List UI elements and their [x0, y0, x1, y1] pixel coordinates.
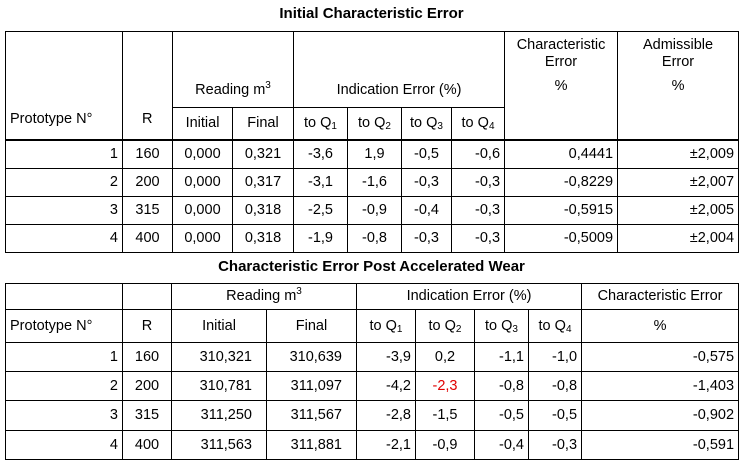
adm-error-cell: ±2,009	[618, 141, 739, 169]
col-q3-label: to Q	[410, 115, 438, 132]
prototype-cell: 3	[6, 197, 123, 225]
r-header: R	[142, 111, 153, 127]
col-q3	[402, 108, 452, 140]
q2-cell-highlighted: -2,3	[416, 371, 475, 400]
final-cell: 311,881	[267, 430, 357, 459]
table1-title: Initial Characteristic Error	[279, 5, 464, 22]
q3-cell: -0,3	[402, 169, 452, 197]
q4-cell: -0,3	[452, 225, 505, 253]
r-cell: 160	[123, 141, 173, 169]
prototype-cell: 3	[6, 401, 123, 430]
initial-cell: 310,781	[172, 371, 267, 400]
q4-cell: -0,8	[529, 371, 582, 400]
final-cell: 0,318	[233, 197, 294, 225]
prototype-cell: 4	[6, 430, 123, 459]
col-q2	[348, 108, 402, 140]
col-q2-label: to Q	[428, 317, 456, 334]
reading-header-sup: 3	[296, 286, 302, 298]
r-cell: 315	[123, 401, 172, 430]
col-q1-sub: 1	[396, 323, 403, 335]
table2-title: Characteristic Error Post Accelerated Wear	[218, 258, 525, 275]
q1-cell: -4,2	[357, 371, 416, 400]
adm-error-cell: ±2,007	[618, 169, 739, 197]
char-error-unit: %	[554, 78, 568, 94]
char-error-cell: -0,591	[582, 430, 739, 459]
col-q1-label: to Q	[304, 115, 332, 132]
adm-error-line2: Error	[661, 54, 695, 70]
char-error-cell: -0,8229	[505, 169, 618, 197]
q3-cell: -0,3	[402, 225, 452, 253]
q4-cell: -1,0	[529, 342, 582, 371]
initial-cell: 0,000	[173, 197, 233, 225]
characteristic-error-header	[505, 32, 618, 140]
blank-header-cell	[6, 284, 123, 310]
final-cell: 0,321	[233, 141, 294, 169]
col-q4-label: to Q	[538, 317, 566, 334]
prototype-cell: 1	[6, 141, 123, 169]
table-row	[6, 342, 739, 371]
reading-header-label: Reading m	[226, 288, 297, 305]
prototype-cell: 2	[6, 169, 123, 197]
char-error-cell: -0,902	[582, 401, 739, 430]
col-q2-sub: 2	[385, 121, 391, 133]
q1-cell: -3,9	[357, 342, 416, 371]
col-q2-sub: 2	[455, 323, 462, 335]
table-row	[6, 197, 739, 225]
q4-cell: -0,6	[452, 141, 505, 169]
initial-cell: 0,000	[173, 169, 233, 197]
reading-header-label: Reading m	[195, 81, 266, 98]
col-q2	[416, 310, 475, 342]
table-row	[6, 169, 739, 197]
reading-header-sup: 3	[265, 79, 271, 91]
q4-cell: -0,5	[529, 401, 582, 430]
reading-header	[173, 32, 294, 108]
prototype-cell: 1	[6, 342, 123, 371]
q1-cell: -2,8	[357, 401, 416, 430]
r-cell: 400	[123, 430, 172, 459]
q4-cell: -0,3	[452, 169, 505, 197]
col-q1-label: to Q	[369, 317, 397, 334]
adm-error-line1: Admissible	[642, 37, 714, 53]
col-q4-sub: 4	[488, 121, 495, 133]
table-row	[6, 430, 739, 459]
q2-cell: -0,8	[348, 225, 402, 253]
r-header: R	[123, 310, 172, 342]
r-cell: 200	[123, 169, 173, 197]
prototype-header: Prototype N°	[10, 111, 93, 127]
char-error-cell: -0,5009	[505, 225, 618, 253]
initial-cell: 311,563	[172, 430, 267, 459]
final-cell: 0,318	[233, 225, 294, 253]
q2-cell: -0,9	[416, 430, 475, 459]
col-q3	[475, 310, 529, 342]
admissible-error-header	[618, 32, 739, 140]
char-error-line2: Error	[544, 54, 578, 70]
table-row	[6, 371, 739, 400]
characteristic-error-header: Characteristic Error	[582, 284, 739, 310]
q3-cell: -1,1	[475, 342, 529, 371]
final-cell: 310,639	[267, 342, 357, 371]
initial-cell: 311,250	[172, 401, 267, 430]
q3-cell: -0,8	[475, 371, 529, 400]
table-row	[6, 401, 739, 430]
col-q4	[529, 310, 582, 342]
r-cell: 315	[123, 197, 173, 225]
col-q2-label: to Q	[358, 115, 386, 132]
col-final: Final	[267, 310, 357, 342]
col-q1-sub: 1	[331, 121, 337, 133]
char-error-line1: Characteristic	[516, 37, 606, 53]
q4-cell: -0,3	[452, 197, 505, 225]
final-cell: 311,567	[267, 401, 357, 430]
char-error-cell: -1,403	[582, 371, 739, 400]
q3-cell: -0,4	[475, 430, 529, 459]
q2-cell: -0,9	[348, 197, 402, 225]
q2-cell: -1,6	[348, 169, 402, 197]
q1-cell: -1,9	[294, 225, 348, 253]
prototype-header: Prototype N°	[6, 310, 123, 342]
table-row	[6, 141, 739, 169]
reading-header	[172, 284, 357, 310]
final-cell: 0,317	[233, 169, 294, 197]
adm-error-cell: ±2,005	[618, 197, 739, 225]
col-q4-label: to Q	[461, 115, 489, 132]
initial-cell: 310,321	[172, 342, 267, 371]
char-error-unit: %	[582, 310, 739, 342]
prototype-cell: 4	[6, 225, 123, 253]
char-error-cell: -0,5915	[505, 197, 618, 225]
initial-characteristic-error-table	[5, 31, 739, 253]
r-cell: 400	[123, 225, 173, 253]
q3-cell: -0,5	[475, 401, 529, 430]
initial-cell: 0,000	[173, 225, 233, 253]
indication-error-header: Indication Error (%)	[294, 32, 505, 108]
col-q3-sub: 3	[437, 121, 443, 133]
q1-cell: -3,1	[294, 169, 348, 197]
prototype-cell: 2	[6, 371, 123, 400]
q2-cell: 1,9	[348, 141, 402, 169]
indication-error-header: Indication Error (%)	[357, 284, 582, 310]
col-q1	[357, 310, 416, 342]
r-cell: 200	[123, 371, 172, 400]
q1-cell: -2,1	[357, 430, 416, 459]
r-cell: 160	[123, 342, 172, 371]
col-initial: Initial	[172, 310, 267, 342]
char-error-cell: -0,575	[582, 342, 739, 371]
char-error-cell: 0,4441	[505, 141, 618, 169]
col-q4	[452, 108, 505, 140]
final-cell: 311,097	[267, 371, 357, 400]
q2-cell: -1,5	[416, 401, 475, 430]
col-q3-label: to Q	[485, 317, 513, 334]
adm-error-unit: %	[671, 78, 685, 94]
q1-cell: -3,6	[294, 141, 348, 169]
q1-cell: -2,5	[294, 197, 348, 225]
table-row	[6, 225, 739, 253]
col-q3-sub: 3	[512, 323, 518, 335]
col-q4-sub: 4	[565, 323, 572, 335]
adm-error-cell: ±2,004	[618, 225, 739, 253]
q3-cell: -0,5	[402, 141, 452, 169]
initial-cell: 0,000	[173, 141, 233, 169]
post-wear-characteristic-error-table	[5, 283, 739, 460]
blank-header-cell	[123, 284, 172, 310]
col-q1	[294, 108, 348, 140]
col-initial: Initial	[173, 108, 233, 140]
q4-cell: -0,3	[529, 430, 582, 459]
q2-cell: 0,2	[416, 342, 475, 371]
q3-cell: -0,4	[402, 197, 452, 225]
col-final: Final	[233, 108, 294, 140]
